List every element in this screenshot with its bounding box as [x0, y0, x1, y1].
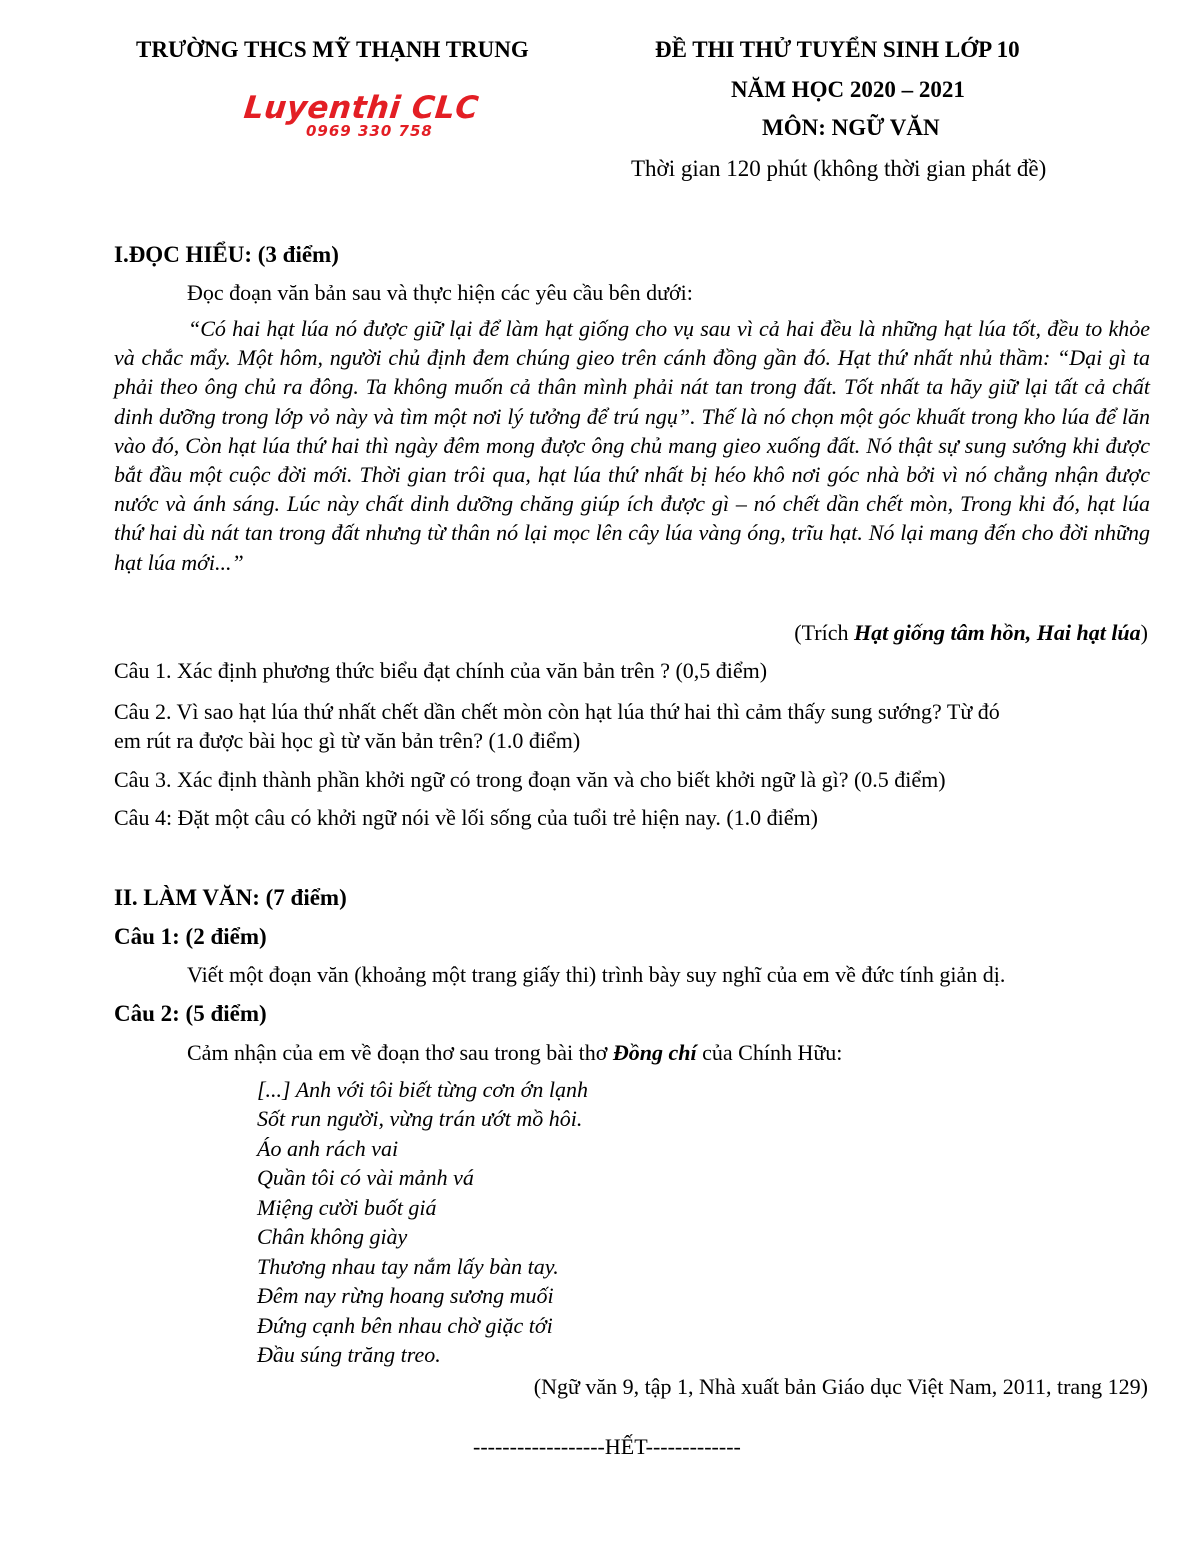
school-name: TRƯỜNG THCS MỸ THẠNH TRUNG	[136, 37, 529, 62]
poem-line: Áo anh rách vai	[257, 1136, 399, 1161]
question-2-line2: em rút ra được bài học gì từ văn bản trên? (1.0 điểm)	[114, 728, 581, 753]
source-prefix: (Trích	[794, 620, 854, 645]
poem-source: (Ngữ văn 9, tập 1, Nhà xuất bản Giáo dục Việt Nam, 2011, trang 129)	[533, 1374, 1148, 1399]
source-title: Hạt giống tâm hồn, Hai hạt lúa	[853, 620, 1141, 645]
source-suffix: )	[1140, 620, 1148, 645]
question-3: Câu 3. Xác định thành phần khởi ngữ có trong đoạn văn và cho biết khởi ngữ là gì? (0.5 điểm)	[114, 767, 946, 792]
logo-phone: 0969 330 758	[306, 122, 433, 140]
poem-line: Miệng cười buốt giá	[257, 1195, 437, 1220]
section1-title: I.ĐỌC HIỂU: (3 điểm)	[114, 242, 339, 267]
logo-name: Luyenthi CLC	[242, 90, 481, 126]
q2-prefix: Cảm nhận của em về đoạn thơ sau trong bài thơ	[187, 1040, 613, 1065]
poem-line: Đầu súng trăng treo.	[257, 1342, 441, 1367]
poem-title: Đồng chí	[612, 1040, 697, 1065]
essay-q2-text	[187, 1038, 842, 1067]
question-4: Câu 4: Đặt một câu có khởi ngữ nói về lối sống của tuổi trẻ hiện nay. (1.0 điểm)	[114, 805, 818, 830]
poem-line: Thương nhau tay nắm lấy bàn tay.	[257, 1254, 559, 1279]
question-2-line1: Câu 2. Vì sao hạt lúa thứ nhất chết dần chết mòn còn hạt lúa thứ hai thì cảm thấy sung sướng? Từ đó	[114, 699, 1000, 724]
section1-instruction: Đọc đoạn văn bản sau và thực hiện các yêu cầu bên dưới:	[187, 280, 693, 305]
subject: MÔN: NGỮ VĂN	[762, 115, 940, 140]
poem-line: Chân không giày	[257, 1224, 408, 1249]
essay-q1-text: Viết một đoạn văn (khoảng một trang giấy thi) trình bày suy nghĩ của em về đức tính giản dị.	[187, 962, 1006, 987]
reading-passage: “Có hai hạt lúa nó được giữ lại để làm hạt giống cho vụ sau vì cả hai đều là những hạt lúa tốt, đều to khỏe và chắc mẩy. Một hôm, người chủ định đem chúng gieo trên cánh đồng gần đó. Hạt thứ nhất nhủ thầm: “Dại gì ta phải theo ông chủ ra đông. Ta không muốn cả thân mình phải nát tan trong đất. Tốt nhất ta hãy giữ lại tất cả chất dinh dưỡng trong lớp vỏ này và tìm một nơi lý tưởng để trú ngụ”. Thế là nó chọn một góc khuất trong kho lúa để lăn vào đó, Còn hạt lúa thứ hai thì ngày đêm mong được ông chủ mang gieo xuống đất. Nó thật sự sung sướng khi được bắt đầu một cuộc đời mới. Thời gian trôi qua, hạt lúa thứ nhất bị héo khô nơi góc nhà bởi vì nó chẳng nhận được nước và ánh sáng. Lúc này chất dinh dưỡng chăng giúp ích được gì – nó chết dần chết mòn, Trong khi đó, hạt lúa thứ hai dù nát tan trong đất nhưng từ thân nó lại mọc lên cây lúa vàng óng, trĩu hạt. Nó lại mang đến cho đời những hạt lúa mới...”	[114, 316, 1150, 575]
poem-line: [...] Anh với tôi biết từng cơn ớn lạnh	[257, 1077, 588, 1102]
poem-line: Sốt run người, vừng trán ướt mồ hôi.	[257, 1106, 583, 1131]
exam-time: Thời gian 120 phút (không thời gian phát đề)	[631, 156, 1047, 181]
end-marker: ------------------HẾT-------------	[473, 1434, 741, 1459]
passage-source	[794, 618, 1148, 647]
poem-line: Quần tôi có vài mảnh vá	[257, 1165, 474, 1190]
school-year: NĂM HỌC 2020 – 2021	[731, 77, 965, 102]
exam-title: ĐỀ THI THỬ TUYỂN SINH LỚP 10	[655, 37, 1020, 62]
q2-suffix: của Chính Hữu:	[696, 1040, 843, 1065]
section2-title: II. LÀM VĂN: (7 điểm)	[114, 885, 347, 910]
essay-q1-title: Câu 1: (2 điểm)	[114, 924, 267, 949]
question-1: Câu 1. Xác định phương thức biểu đạt chính của văn bản trên ? (0,5 điểm)	[114, 658, 768, 683]
poem-line: Đứng cạnh bên nhau chờ giặc tới	[257, 1313, 553, 1338]
poem-line: Đêm nay rừng hoang sương muối	[257, 1283, 554, 1308]
essay-q2-title: Câu 2: (5 điểm)	[114, 1001, 267, 1026]
